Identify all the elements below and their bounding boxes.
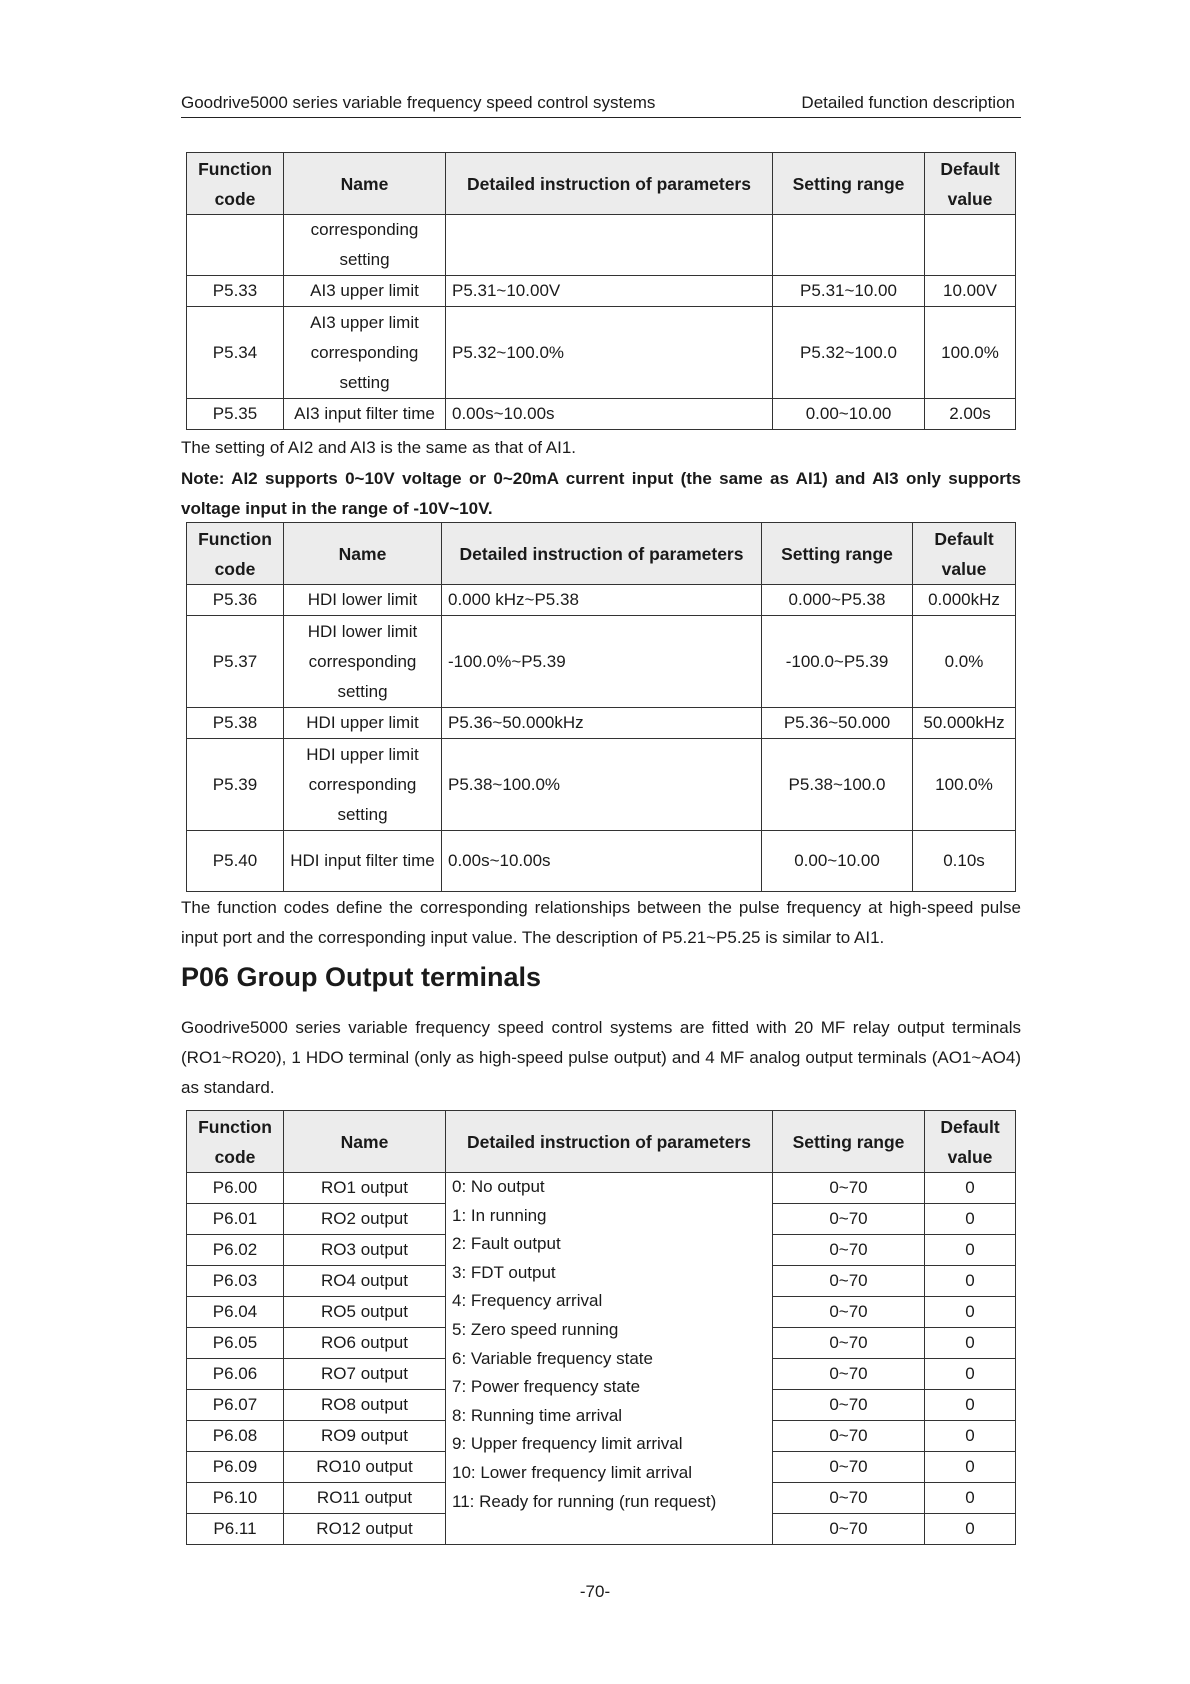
col-header-default: Default value bbox=[925, 1111, 1016, 1173]
table-row bbox=[187, 399, 1016, 430]
cell-default bbox=[925, 215, 1016, 276]
cell-name: RO3 output bbox=[284, 1235, 446, 1266]
output-option: 4: Frequency arrival bbox=[452, 1291, 603, 1311]
col-header-range: Setting range bbox=[762, 523, 913, 585]
cell-name: RO7 output bbox=[284, 1359, 446, 1390]
output-option: 11: Ready for running (run request) bbox=[452, 1491, 717, 1511]
output-option: 9: Upper frequency limit arrival bbox=[452, 1434, 683, 1454]
cell-code: P6.09 bbox=[187, 1452, 284, 1483]
cell-code: P6.07 bbox=[187, 1390, 284, 1421]
cell-code: P6.08 bbox=[187, 1421, 284, 1452]
col-header-code: Function code bbox=[187, 153, 284, 215]
cell-range: 0~70 bbox=[773, 1514, 925, 1545]
cell-name: RO4 output bbox=[284, 1266, 446, 1297]
cell-code: P6.11 bbox=[187, 1514, 284, 1545]
cell-range bbox=[773, 215, 925, 276]
cell-range: P5.38~100.0 bbox=[762, 739, 913, 831]
cell-code: P5.39 bbox=[187, 739, 284, 831]
cell-range: -100.0~P5.39 bbox=[762, 616, 913, 708]
cell-code: P6.00 bbox=[187, 1173, 284, 1204]
cell-default: 0 bbox=[925, 1514, 1016, 1545]
table-header-row bbox=[187, 523, 1016, 585]
cell-name: AI3 upper limit bbox=[284, 276, 446, 307]
cell-name: HDI lower limit corresponding setting bbox=[284, 616, 442, 708]
cell-range: P5.32~100.0 bbox=[773, 307, 925, 399]
section-title: P06 Group Output terminals bbox=[181, 962, 542, 992]
cell-desc: 0.00s~10.00s bbox=[442, 831, 762, 892]
table-row bbox=[187, 215, 1016, 276]
cell-range: 0~70 bbox=[773, 1421, 925, 1452]
cell-name: RO8 output bbox=[284, 1390, 446, 1421]
cell-name: HDI input filter time bbox=[284, 831, 442, 892]
output-option: 2: Fault output bbox=[452, 1234, 561, 1254]
cell-desc: -100.0%~P5.39 bbox=[442, 616, 762, 708]
cell-code: P6.02 bbox=[187, 1235, 284, 1266]
cell-default: 0.10s bbox=[913, 831, 1016, 892]
col-header-desc: Detailed instruction of parameters bbox=[442, 523, 762, 585]
page-header bbox=[181, 91, 1021, 118]
cell-default: 0 bbox=[925, 1328, 1016, 1359]
col-header-range: Setting range bbox=[773, 153, 925, 215]
cell-desc-output-options bbox=[446, 1173, 773, 1545]
cell-code: P5.34 bbox=[187, 307, 284, 399]
cell-name: RO6 output bbox=[284, 1328, 446, 1359]
cell-range: 0~70 bbox=[773, 1266, 925, 1297]
cell-default: 0 bbox=[925, 1297, 1016, 1328]
table-row bbox=[187, 276, 1016, 307]
table-row bbox=[187, 708, 1016, 739]
cell-name: RO2 output bbox=[284, 1204, 446, 1235]
cell-name: RO5 output bbox=[284, 1297, 446, 1328]
cell-range: 0~70 bbox=[773, 1483, 925, 1514]
cell-code: P6.03 bbox=[187, 1266, 284, 1297]
cell-default: 10.00V bbox=[925, 276, 1016, 307]
header-title: Goodrive5000 series variable frequency speed control systems bbox=[181, 93, 656, 112]
cell-name: RO10 output bbox=[284, 1452, 446, 1483]
cell-name: AI3 input filter time bbox=[284, 399, 446, 430]
cell-code: P5.35 bbox=[187, 399, 284, 430]
cell-default: 0 bbox=[925, 1173, 1016, 1204]
col-header-name: Name bbox=[284, 523, 442, 585]
cell-code: P6.10 bbox=[187, 1483, 284, 1514]
cell-name: HDI upper limit bbox=[284, 708, 442, 739]
col-header-default: Default value bbox=[913, 523, 1016, 585]
cell-default: 0 bbox=[925, 1266, 1016, 1297]
cell-code bbox=[187, 215, 284, 276]
table-header-row bbox=[187, 153, 1016, 215]
cell-range: 0~70 bbox=[773, 1297, 925, 1328]
cell-desc bbox=[446, 215, 773, 276]
cell-range: 0~70 bbox=[773, 1173, 925, 1204]
page-number: -70- bbox=[579, 1582, 611, 1601]
paragraph-hdi-description: The function codes define the corresponding relationships between the pulse frequency at high-speed pulse input port and the corresponding input value. The description of P5.21~P5.25 is similar to AI1. bbox=[181, 898, 1021, 947]
cell-name: HDI lower limit bbox=[284, 585, 442, 616]
cell-default: 0 bbox=[925, 1483, 1016, 1514]
cell-default: 0 bbox=[925, 1390, 1016, 1421]
cell-code: P5.37 bbox=[187, 616, 284, 708]
table-row bbox=[187, 831, 1016, 892]
cell-default: 0 bbox=[925, 1235, 1016, 1266]
cell-default: 50.000kHz bbox=[913, 708, 1016, 739]
cell-range: 0.00~10.00 bbox=[773, 399, 925, 430]
cell-desc: P5.38~100.0% bbox=[442, 739, 762, 831]
cell-code: P6.05 bbox=[187, 1328, 284, 1359]
cell-code: P6.06 bbox=[187, 1359, 284, 1390]
cell-desc: P5.36~50.000kHz bbox=[442, 708, 762, 739]
col-header-desc: Detailed instruction of parameters bbox=[446, 153, 773, 215]
cell-default: 0.0% bbox=[913, 616, 1016, 708]
table-row bbox=[187, 739, 1016, 831]
col-header-name: Name bbox=[284, 1111, 446, 1173]
cell-code: P5.36 bbox=[187, 585, 284, 616]
cell-default: 0.000kHz bbox=[913, 585, 1016, 616]
output-option: 8: Running time arrival bbox=[452, 1405, 623, 1425]
cell-range: 0~70 bbox=[773, 1235, 925, 1266]
col-header-code: Function code bbox=[187, 1111, 284, 1173]
table-row bbox=[187, 1173, 1016, 1204]
cell-range: 0~70 bbox=[773, 1359, 925, 1390]
cell-default: 0 bbox=[925, 1452, 1016, 1483]
cell-default: 0 bbox=[925, 1204, 1016, 1235]
cell-code: P5.33 bbox=[187, 276, 284, 307]
output-option: 10: Lower frequency limit arrival bbox=[452, 1462, 692, 1482]
cell-range: 0~70 bbox=[773, 1390, 925, 1421]
note-ai-support: Note: AI2 supports 0~10V voltage or 0~20mA current input (the same as AI1) and AI3 only supports voltage input in the range of -10V~10V. bbox=[181, 469, 1021, 518]
output-option: 7: Power frequency state bbox=[452, 1377, 641, 1397]
cell-range: 0.000~P5.38 bbox=[762, 585, 913, 616]
cell-default: 100.0% bbox=[913, 739, 1016, 831]
cell-name: corresponding setting bbox=[284, 215, 446, 276]
table-row bbox=[187, 616, 1016, 708]
cell-default: 0 bbox=[925, 1421, 1016, 1452]
col-header-range: Setting range bbox=[773, 1111, 925, 1173]
parameter-table-hdi bbox=[186, 522, 1016, 892]
table-row bbox=[187, 307, 1016, 399]
output-option: 6: Variable frequency state bbox=[452, 1348, 653, 1368]
cell-range: 0~70 bbox=[773, 1328, 925, 1359]
cell-range: P5.31~10.00 bbox=[773, 276, 925, 307]
output-option: 1: In running bbox=[452, 1205, 547, 1225]
cell-range: 0~70 bbox=[773, 1204, 925, 1235]
cell-code: P5.38 bbox=[187, 708, 284, 739]
output-option: 0: No output bbox=[452, 1177, 545, 1196]
cell-code: P6.01 bbox=[187, 1204, 284, 1235]
cell-default: 100.0% bbox=[925, 307, 1016, 399]
table-row bbox=[187, 585, 1016, 616]
paragraph-output-terminals: Goodrive5000 series variable frequency speed control systems are fitted with 20 MF relay output terminals (RO1~RO20), 1 HDO terminal (only as high-speed pulse output) and 4 MF analog output terminals (AO1~AO4) as standard. bbox=[181, 1018, 1021, 1097]
cell-desc: P5.31~10.00V bbox=[446, 276, 773, 307]
cell-range: P5.36~50.000 bbox=[762, 708, 913, 739]
col-header-name: Name bbox=[284, 153, 446, 215]
parameter-table-relay-outputs bbox=[186, 1110, 1016, 1545]
cell-name: AI3 upper limit corresponding setting bbox=[284, 307, 446, 399]
cell-default: 2.00s bbox=[925, 399, 1016, 430]
cell-range: 0~70 bbox=[773, 1452, 925, 1483]
cell-desc: P5.32~100.0% bbox=[446, 307, 773, 399]
cell-range: 0.00~10.00 bbox=[762, 831, 913, 892]
cell-desc: 0.00s~10.00s bbox=[446, 399, 773, 430]
header-section: Detailed function description bbox=[801, 93, 1015, 112]
parameter-table-p5-33 bbox=[186, 152, 1016, 430]
cell-code: P5.40 bbox=[187, 831, 284, 892]
cell-name: HDI upper limit corresponding setting bbox=[284, 739, 442, 831]
col-header-code: Function code bbox=[187, 523, 284, 585]
cell-name: RO1 output bbox=[284, 1173, 446, 1204]
col-header-desc: Detailed instruction of parameters bbox=[446, 1111, 773, 1173]
col-header-default: Default value bbox=[925, 153, 1016, 215]
cell-desc: 0.000 kHz~P5.38 bbox=[442, 585, 762, 616]
output-option: 5: Zero speed running bbox=[452, 1319, 619, 1339]
cell-name: RO11 output bbox=[284, 1483, 446, 1514]
cell-default: 0 bbox=[925, 1359, 1016, 1390]
cell-name: RO12 output bbox=[284, 1514, 446, 1545]
cell-code: P6.04 bbox=[187, 1297, 284, 1328]
output-option: 3: FDT output bbox=[452, 1262, 556, 1282]
cell-name: RO9 output bbox=[284, 1421, 446, 1452]
paragraph-ai-setting: The setting of AI2 and AI3 is the same as that of AI1. bbox=[181, 438, 577, 457]
table-header-row bbox=[187, 1111, 1016, 1173]
